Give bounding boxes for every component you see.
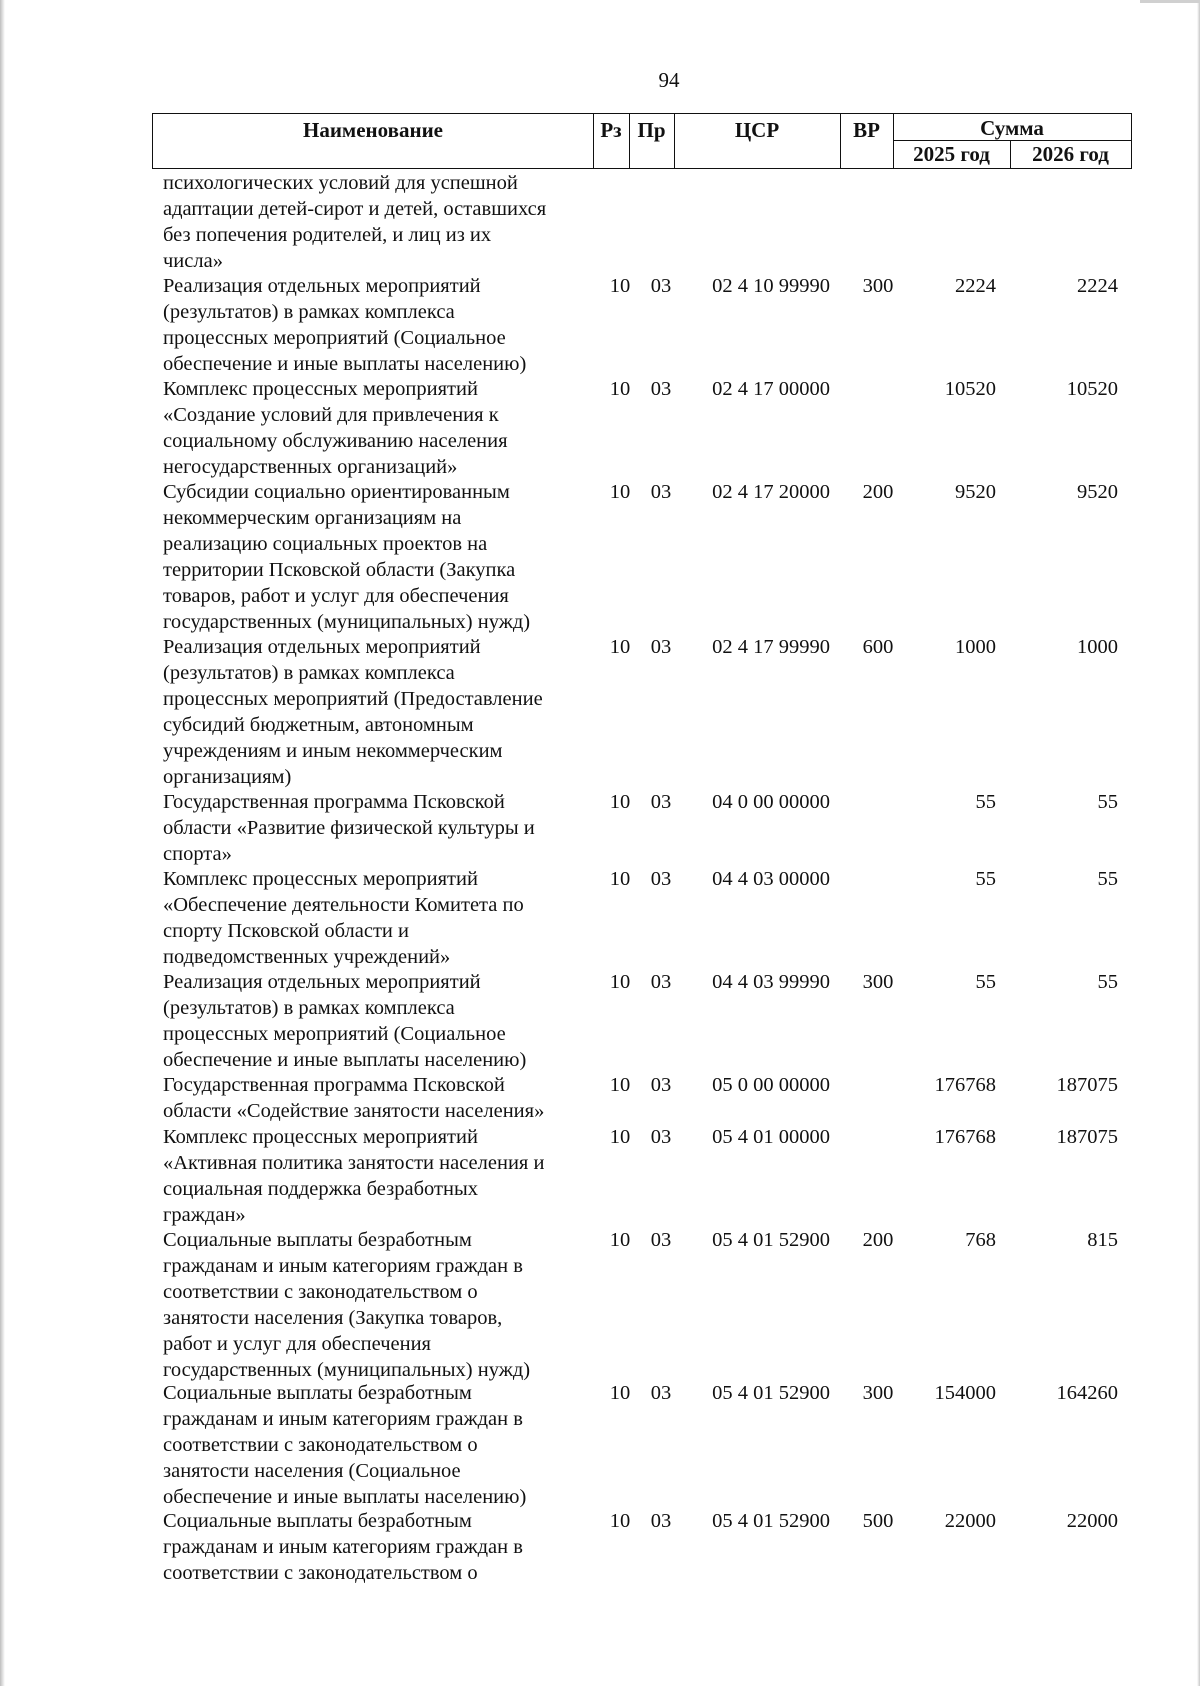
row-csr: 02 4 17 99990 [712, 636, 830, 658]
row-sum-2025: 55 [975, 971, 996, 993]
header-year2-cell [1010, 141, 1131, 168]
row-sum-2026: 55 [1097, 971, 1118, 993]
row-csr: 05 4 01 00000 [712, 1126, 830, 1148]
header-sum: Сумма [980, 116, 1044, 140]
row-csr: 04 4 03 00000 [712, 868, 830, 890]
row-name: Социальные выплаты безработным гражданам и иным категориям граждан в соответствии с законодательством о [163, 1510, 523, 1584]
row-vr: 300 [862, 275, 894, 297]
row-name: Комплекс процессных мероприятий «Активная политика занятости населения и социальная поддержка безработных граждан» [163, 1126, 545, 1226]
row-name: Комплекс процессных мероприятий «Обеспечение деятельности Комитета по спорту Псковской области и подведомственных учреждений» [163, 868, 524, 968]
header-vr-cell [840, 114, 893, 168]
row-csr: 05 4 01 52900 [712, 1510, 830, 1532]
header-year2: 2026 год [1032, 142, 1109, 166]
row-rz: 10 [609, 1382, 631, 1404]
header-year1: 2025 год [913, 142, 990, 166]
row-pr: 03 [650, 378, 672, 400]
row-csr: 02 4 17 00000 [712, 378, 830, 400]
row-sum-2026: 10520 [1066, 378, 1118, 400]
row-rz: 10 [609, 481, 631, 503]
row-sum-2026: 2224 [1077, 275, 1118, 297]
row-name: Реализация отдельных мероприятий (результатов) в рамках комплекса процессных мероприятий (Социальное обеспечение и иные выплаты населению) [163, 275, 527, 375]
header-csr-cell [674, 114, 840, 168]
row-pr: 03 [650, 791, 672, 813]
row-pr: 03 [650, 636, 672, 658]
header-rz-cell [593, 114, 629, 168]
row-vr: 200 [862, 481, 894, 503]
row-rz: 10 [609, 971, 631, 993]
row-name: Государственная программа Псковской области «Содействие занятости населения» [163, 1074, 545, 1122]
row-csr: 02 4 10 99990 [712, 275, 830, 297]
row-rz: 10 [609, 1126, 631, 1148]
row-rz: 10 [609, 378, 631, 400]
row-name: Социальные выплаты безработным гражданам и иным категориям граждан в соответствии с законодательством о занятости населения (Закупка товаров, работ и услуг для обеспечения государственных (муниципальных) нужд) [163, 1229, 531, 1381]
scan-edge-left [0, 0, 5, 1686]
row-vr: 500 [862, 1510, 894, 1532]
row-sum-2026: 55 [1097, 791, 1118, 813]
row-sum-2026: 55 [1097, 868, 1118, 890]
row-pr: 03 [650, 1510, 672, 1532]
row-sum-2025: 22000 [944, 1510, 996, 1532]
row-sum-2025: 55 [975, 868, 996, 890]
header-name-cell [153, 114, 593, 168]
row-csr: 05 4 01 52900 [712, 1229, 830, 1251]
row-name: Реализация отдельных мероприятий (результатов) в рамках комплекса процессных мероприятий (Социальное обеспечение и иные выплаты населению) [163, 971, 527, 1071]
page-number: 94 [658, 68, 680, 92]
header-pr-cell [629, 114, 674, 168]
row-pr: 03 [650, 1382, 672, 1404]
row-vr: 300 [862, 971, 894, 993]
row-sum-2026: 187075 [1056, 1074, 1118, 1096]
row-pr: 03 [650, 1229, 672, 1251]
row-pr: 03 [650, 868, 672, 890]
row-sum-2026: 164260 [1056, 1382, 1118, 1404]
row-sum-2025: 1000 [955, 636, 996, 658]
row-rz: 10 [609, 868, 631, 890]
row-pr: 03 [650, 275, 672, 297]
row-csr: 04 0 00 00000 [712, 791, 830, 813]
row-name: Социальные выплаты безработным гражданам и иным категориям граждан в соответствии с законодательством о занятости населения (Социальное обеспечение и иные выплаты населению) [163, 1382, 527, 1508]
header-sum-cell [893, 114, 1131, 140]
row-rz: 10 [609, 1510, 631, 1532]
row-sum-2025: 10520 [944, 378, 996, 400]
scan-edge-top [1140, 0, 1200, 3]
row-vr: 200 [862, 1229, 894, 1251]
header-vr: ВР [853, 118, 880, 142]
row-name: Реализация отдельных мероприятий (результатов) в рамках комплекса процессных мероприятий (Предоставление субсидий бюджетным, автономным учреждениям и иным некоммерческим организациям) [163, 636, 543, 788]
row-sum-2025: 154000 [934, 1382, 996, 1404]
row-sum-2026: 1000 [1077, 636, 1118, 658]
header-year1-cell [893, 141, 1010, 168]
header-csr: ЦСР [734, 118, 780, 142]
row-sum-2026: 22000 [1066, 1510, 1118, 1532]
row-pr: 03 [650, 1074, 672, 1096]
row-name: Комплекс процессных мероприятий «Создание условий для привлечения к социальному обслуживанию населения негосударственных организаций» [163, 378, 508, 478]
row-sum-2025: 176768 [934, 1074, 996, 1096]
row-sum-2026: 187075 [1056, 1126, 1118, 1148]
row-csr: 05 4 01 52900 [712, 1382, 830, 1404]
row-rz: 10 [609, 1229, 631, 1251]
table-header [152, 113, 1132, 169]
header-pr: Пр [637, 118, 666, 142]
row-rz: 10 [609, 791, 631, 813]
row-sum-2026: 9520 [1077, 481, 1118, 503]
row-vr: 600 [862, 636, 894, 658]
row-sum-2026: 815 [1087, 1229, 1118, 1251]
row-vr: 300 [862, 1382, 894, 1404]
row-rz: 10 [609, 1074, 631, 1096]
row-rz: 10 [609, 275, 631, 297]
header-name: Наименование [303, 118, 443, 142]
row-csr: 02 4 17 20000 [712, 481, 830, 503]
row-name: Субсидии социально ориентированным некоммерческим организациям на реализацию социальных проектов на территории Псковской области (Закупка товаров, работ и услуг для обеспечения государственных (муниципальных) нужд) [163, 481, 531, 633]
row-sum-2025: 768 [965, 1229, 996, 1251]
row-name: Государственная программа Псковской области «Развитие физической культуры и спорта» [163, 791, 535, 865]
row-name: психологических условий для успешной адаптации детей-сирот и детей, оставшихся без попечения родителей, и лиц из их числа» [163, 172, 547, 272]
row-sum-2025: 9520 [955, 481, 996, 503]
row-pr: 03 [650, 481, 672, 503]
header-rz: Рз [600, 118, 622, 142]
row-sum-2025: 55 [975, 791, 996, 813]
row-sum-2025: 176768 [934, 1126, 996, 1148]
row-pr: 03 [650, 1126, 672, 1148]
row-sum-2025: 2224 [955, 275, 996, 297]
row-pr: 03 [650, 971, 672, 993]
row-csr: 05 0 00 00000 [712, 1074, 830, 1096]
row-rz: 10 [609, 636, 631, 658]
row-csr: 04 4 03 99990 [712, 971, 830, 993]
